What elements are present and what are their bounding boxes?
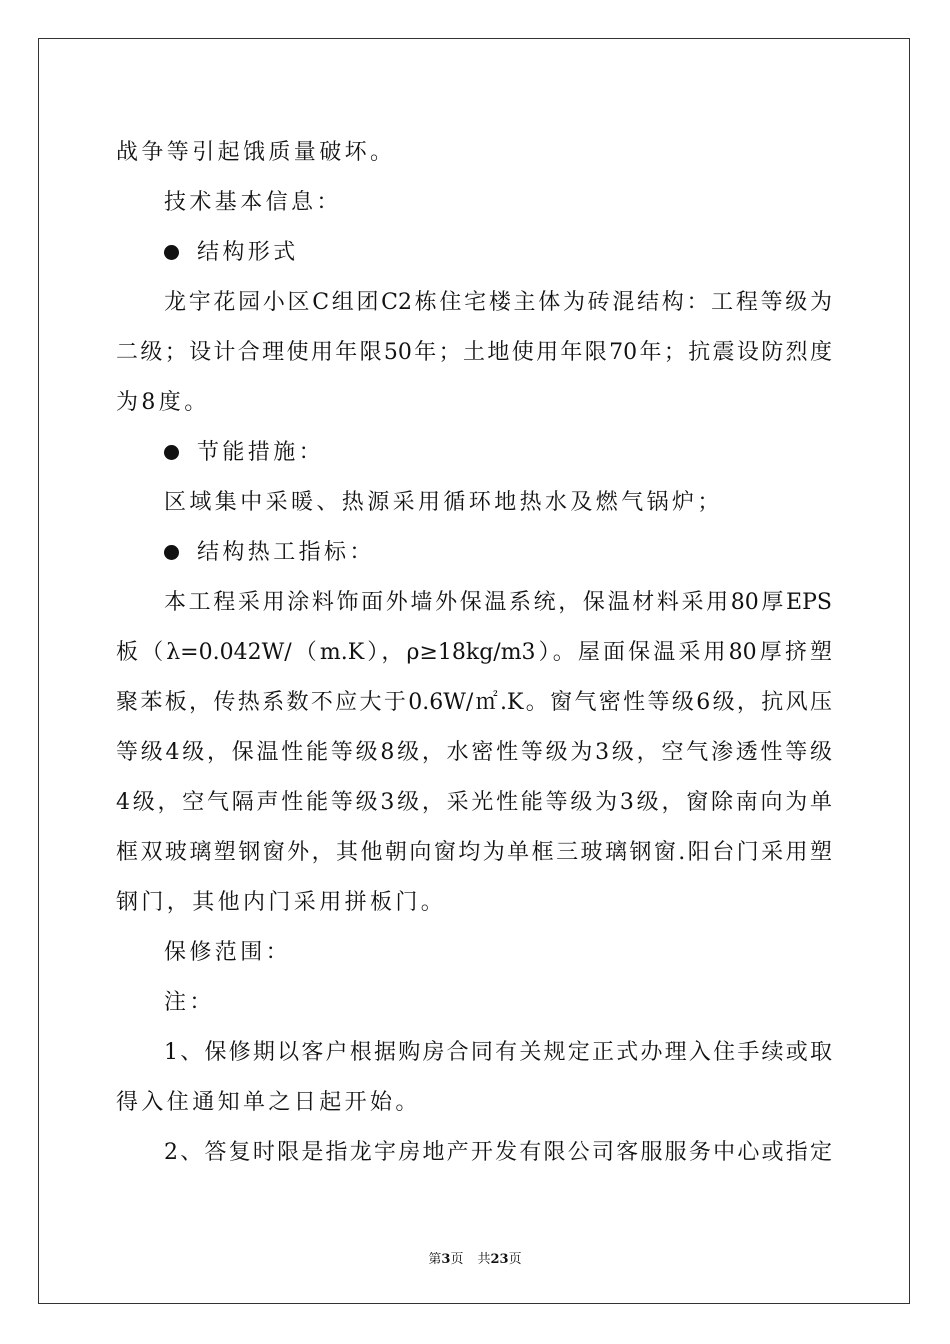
document-body — [116, 128, 832, 1178]
paragraph-line: 等级4级，保温性能等级8级，水密性等级为3级，空气渗透性等级 — [116, 740, 832, 765]
page-number-label — [428, 1252, 463, 1267]
section-heading-warranty-scope: 保修范围： — [164, 940, 292, 965]
bullet-item-thermal — [116, 528, 832, 578]
paragraph-line: 二级；设计合理使用年限50年；土地使用年限70年；抗震设防烈度 — [116, 340, 832, 365]
page-footer — [0, 1248, 950, 1267]
paragraph-line: 4级，空气隔声性能等级3级，采光性能等级为3级，窗除南向为单 — [116, 790, 832, 815]
bullet-label: 结构形式 — [197, 240, 299, 265]
page-total-label — [477, 1252, 521, 1267]
paragraph-line: 1、保修期以客户根据购房合同有关规定正式办理入住手续或取 — [164, 1040, 832, 1065]
bullet-dot-icon — [164, 445, 179, 460]
bullet-label: 结构热工指标： — [197, 540, 375, 565]
bullet-dot-icon — [164, 545, 179, 560]
paragraph-line: 板（λ=0.042W/（m.K），ρ≥18kg/m3）。屋面保温采用80厚挤塑 — [116, 640, 832, 665]
paragraph-line: 2、答复时限是指龙宇房地产开发有限公司客服服务中心或指定 — [164, 1140, 832, 1165]
page-prefix: 第 — [428, 1252, 442, 1267]
section-heading-notes: 注： — [164, 990, 215, 1015]
paragraph-line: 区域集中采暖、热源采用循环地热水及燃气锅炉； — [164, 490, 723, 515]
paragraph-line: 战争等引起饿质量破坏。 — [116, 140, 396, 165]
bullet-item-energy — [116, 428, 832, 478]
paragraph-line: 钢门，其他内门采用拼板门。 — [116, 890, 447, 915]
bullet-label: 节能措施： — [197, 440, 325, 465]
section-heading-tech-info: 技术基本信息： — [164, 190, 342, 215]
paragraph-line: 龙宇花园小区C组团C2栋住宅楼主体为砖混结构：工程等级为 — [164, 290, 832, 315]
bullet-item-structure — [116, 228, 832, 278]
paragraph-line: 得入住通知单之日起开始。 — [116, 1090, 421, 1115]
paragraph-line: 框双玻璃塑钢窗外，其他朝向窗均为单框三玻璃钢窗.阳台门采用塑 — [116, 840, 832, 865]
page-unit: 页 — [450, 1252, 464, 1267]
paragraph-line: 本工程采用涂料饰面外墙外保温系统，保温材料采用80厚EPS — [164, 590, 832, 615]
bullet-dot-icon — [164, 245, 179, 260]
total-unit: 页 — [508, 1252, 522, 1267]
paragraph-line: 为8度。 — [116, 390, 210, 415]
page-total: 23 — [490, 1252, 509, 1267]
page-current: 3 — [441, 1252, 451, 1267]
paragraph-line: 聚苯板，传热系数不应大于0.6W/㎡.K。窗气密性等级6级，抗风压 — [116, 690, 832, 715]
total-prefix: 共 — [477, 1252, 491, 1267]
